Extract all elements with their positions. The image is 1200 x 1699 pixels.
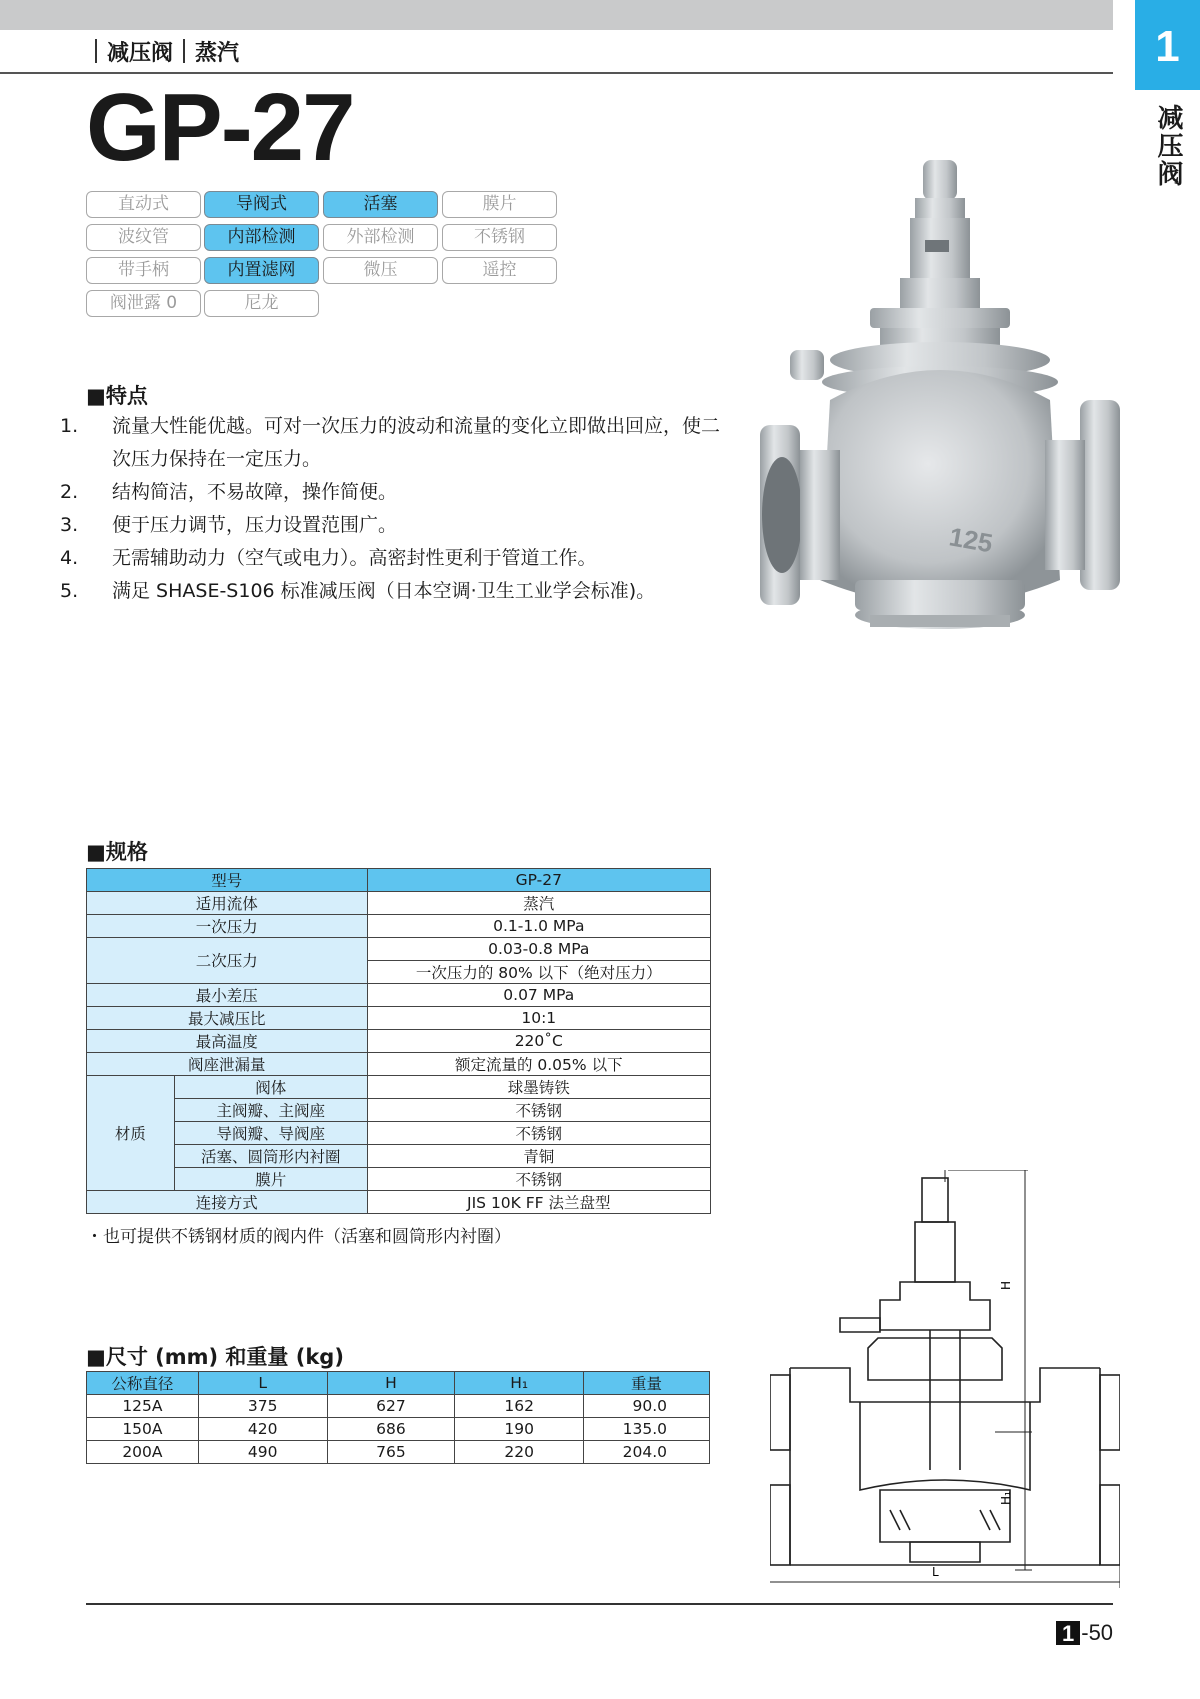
table-cell: 627 [327, 1395, 455, 1418]
table-cell: 一次压力 [87, 915, 368, 938]
feature-number: 5. [60, 580, 79, 602]
table-row [87, 1418, 710, 1441]
tag-item: 内部检测 [204, 224, 319, 251]
footer-rule [86, 1603, 1113, 1605]
table-cell: 490 [198, 1441, 327, 1464]
feature-text: 满足 SHASE-S106 标准减压阀（日本空调·卫生工业学会标准)。 [112, 580, 656, 602]
table-cell: 膜片 [174, 1167, 367, 1190]
table-cell: 204.0 [584, 1441, 710, 1464]
table-cell: 0.1-1.0 MPa [367, 915, 710, 938]
table-row [87, 1075, 711, 1098]
table-cell: 150A [87, 1418, 199, 1441]
drawing-label-h: H [999, 1280, 1013, 1290]
svg-text:125: 125 [946, 521, 995, 559]
table-cell: 最小差压 [87, 983, 368, 1006]
table-cell: 球墨铸铁 [367, 1075, 710, 1098]
top-bar [0, 0, 1113, 30]
table-cell: 二次压力 [87, 938, 368, 984]
table-cell: 主阀瓣、主阀座 [174, 1098, 367, 1121]
breadcrumb-category: 减压阀 [107, 40, 174, 66]
specs-heading: ■规格 [86, 840, 148, 864]
tag-item: 直动式 [86, 191, 201, 218]
table-row [87, 1121, 711, 1144]
page-number [1056, 1620, 1113, 1646]
product-title: GP-27 [86, 74, 354, 181]
feature-item [60, 509, 726, 542]
column-header: 重量 [584, 1372, 710, 1395]
feature-number: 2. [60, 481, 79, 503]
column-header: H₁ [455, 1372, 584, 1395]
feature-item [60, 476, 726, 509]
breadcrumb-divider [183, 39, 185, 63]
tag-item: 波纹管 [86, 224, 201, 251]
breadcrumb-fluid: 蒸汽 [195, 40, 240, 66]
table-cell: 125A [87, 1395, 199, 1418]
feature-item [60, 410, 726, 476]
table-cell: 0.07 MPa [367, 983, 710, 1006]
table-cell: 135.0 [584, 1418, 710, 1441]
table-cell: 不锈钢 [367, 1098, 710, 1121]
table-cell: 375 [198, 1395, 327, 1418]
table-cell: 220˚C [367, 1029, 710, 1052]
page-number-text: -50 [1081, 1620, 1114, 1645]
tag-item: 微压 [323, 257, 438, 284]
tag-item: 阀泄露 0 [86, 290, 201, 317]
feature-text: 流量大性能优越。可对一次压力的波动和流量的变化立即做出回应，使二次压力保持在一定压力。 [112, 415, 721, 470]
table-cell: 适用流体 [87, 892, 368, 915]
features-heading: ■特点 [86, 384, 148, 408]
specs-table [86, 868, 711, 1214]
tag-item: 不锈钢 [442, 224, 557, 251]
table-cell: 不锈钢 [367, 1167, 710, 1190]
table-cell: 青铜 [367, 1144, 710, 1167]
column-header: L [198, 1372, 327, 1395]
table-cell: 0.03-0.8 MPa [367, 938, 710, 961]
table-row [87, 1395, 710, 1418]
dimensions-table [86, 1371, 710, 1464]
tag-item: 膜片 [442, 191, 557, 218]
section-side-label: 减压阀 [1153, 104, 1183, 188]
column-header: 公称直径 [87, 1372, 199, 1395]
table-row [87, 1029, 711, 1052]
table-cell: 阀体 [174, 1075, 367, 1098]
table-cell: 190 [455, 1418, 584, 1441]
table-cell: 最大减压比 [87, 1006, 368, 1029]
tag-item: 导阀式 [204, 191, 319, 218]
table-row [87, 1052, 711, 1075]
table-cell: 导阀瓣、导阀座 [174, 1121, 367, 1144]
table-header-row [87, 1372, 710, 1395]
table-cell: 90.0 [584, 1395, 710, 1418]
table-row [87, 892, 711, 915]
table-cell: 阀座泄漏量 [87, 1052, 368, 1075]
table-cell: 一次压力的 80% 以下（绝对压力） [367, 960, 710, 983]
table-cell: 686 [327, 1418, 455, 1441]
table-cell: 220 [455, 1441, 584, 1464]
cross-section-drawing [770, 1170, 1120, 1595]
table-cell: JIS 10K FF 法兰盘型 [367, 1190, 710, 1213]
table-row [87, 1441, 710, 1464]
tag-item: 遥控 [442, 257, 557, 284]
page-section-box: 1 [1056, 1621, 1080, 1645]
feature-item [60, 575, 726, 608]
table-cell: GP-27 [367, 869, 710, 892]
tag-item: 内置滤网 [204, 257, 319, 284]
tag-item: 活塞 [323, 191, 438, 218]
table-row [87, 915, 711, 938]
table-row [87, 1167, 711, 1190]
table-row [87, 938, 711, 961]
column-header: H [327, 1372, 455, 1395]
table-row [87, 1098, 711, 1121]
table-cell: 420 [198, 1418, 327, 1441]
table-cell: 型号 [87, 869, 368, 892]
table-cell: 蒸汽 [367, 892, 710, 915]
product-photo [760, 160, 1120, 690]
breadcrumb-divider [95, 39, 97, 63]
table-cell: 765 [327, 1441, 455, 1464]
table-row [87, 1006, 711, 1029]
drawing-label-l: L [932, 1565, 939, 1579]
features-list [60, 410, 726, 608]
feature-number: 3. [60, 514, 79, 536]
table-row [87, 983, 711, 1006]
feature-item [60, 542, 726, 575]
table-cell: 200A [87, 1441, 199, 1464]
table-row [87, 1190, 711, 1213]
tag-item: 外部检测 [323, 224, 438, 251]
dimensions-heading: ■尺寸 (mm) 和重量 (kg) [86, 1345, 344, 1369]
breadcrumb [85, 36, 239, 66]
tag-item: 尼龙 [204, 290, 319, 317]
table-cell: 连接方式 [87, 1190, 368, 1213]
feature-number: 1. [60, 415, 79, 437]
specs-note: ・也可提供不锈钢材质的阀内件（活塞和圆筒形内衬圈） [86, 1227, 511, 1247]
feature-text: 便于压力调节，压力设置范围广。 [112, 514, 398, 536]
table-cell: 最高温度 [87, 1029, 368, 1052]
table-cell: 额定流量的 0.05% 以下 [367, 1052, 710, 1075]
table-cell: 162 [455, 1395, 584, 1418]
table-cell: 不锈钢 [367, 1121, 710, 1144]
table-cell: 材质 [87, 1075, 175, 1190]
tag-item: 带手柄 [86, 257, 201, 284]
feature-text: 无需辅助动力（空气或电力）。高密封性更利于管道工作。 [112, 547, 597, 569]
drawing-label-h1: H₁ [999, 1491, 1013, 1505]
table-cell: 活塞、圆筒形内衬圈 [174, 1144, 367, 1167]
table-row [87, 1144, 711, 1167]
section-number-tab: 1 [1135, 0, 1200, 90]
feature-text: 结构简洁，不易故障，操作简便。 [112, 481, 398, 503]
table-cell: 10:1 [367, 1006, 710, 1029]
table-row [87, 869, 711, 892]
feature-number: 4. [60, 547, 79, 569]
